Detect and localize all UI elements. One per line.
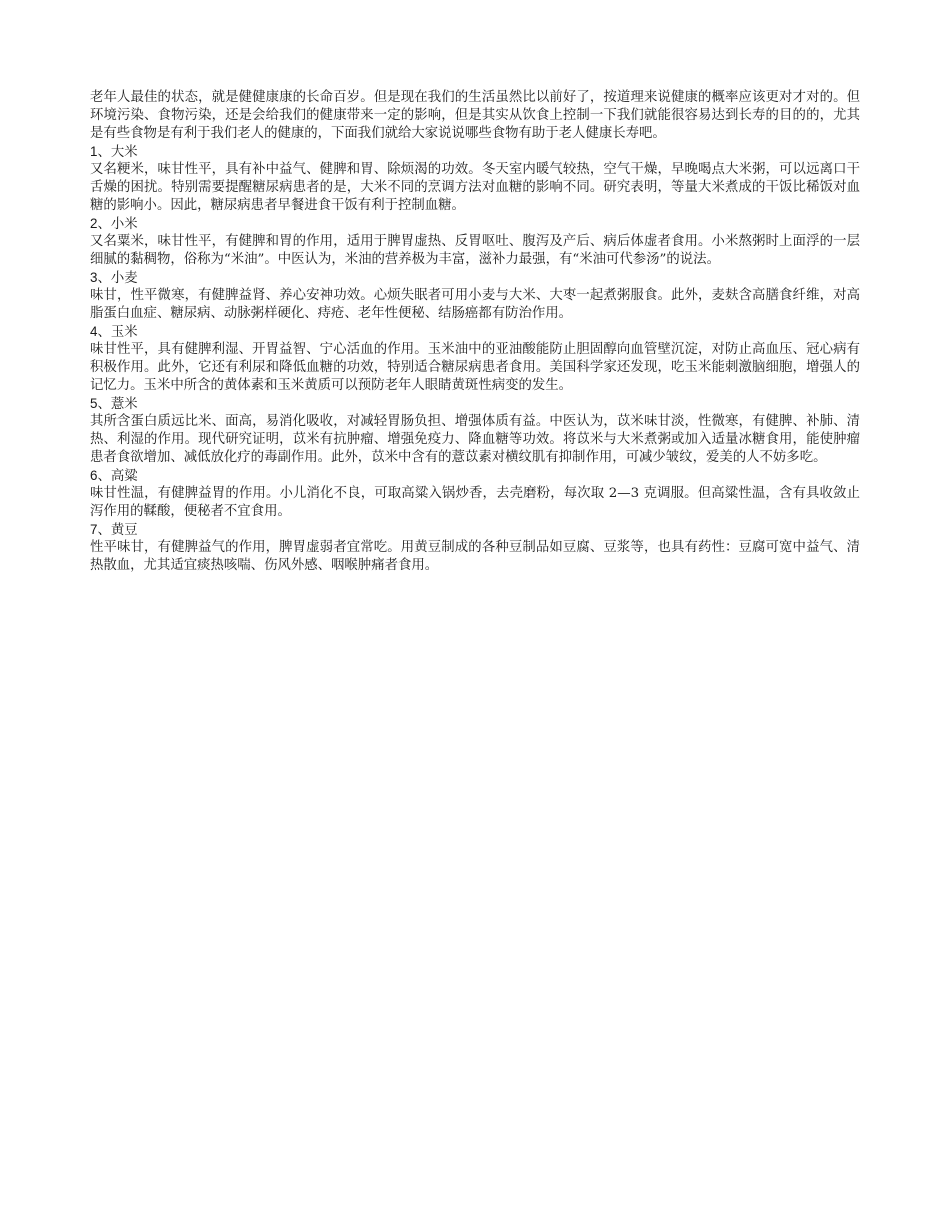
intro-paragraph: 老年人最佳的状态，就是健健康康的长命百岁。但是现在我们的生活虽然比以前好了，按道理来说健康的概率应该更对才对的。但环境污染、食物污染，还是会给我们的健康带来一定的影响，但是其实从饮食上控制一下我们就能很容易达到长寿的目的的，尤其是有些食物是有利于我们老人的健康的，下面我们就给大家说说哪些食物有助于老人健康长寿吧。	[90, 90, 860, 141]
document-body	[90, 89, 860, 575]
section-text-wheat: 味甘，性平微寒，有健脾益肾、养心安神功效。心烦失眠者可用小麦与大米、大枣一起煮粥服食。此外，麦麸含高膳食纤维，对高脂蛋白血症、糖尿病、动脉粥样硬化、痔疮、老年性便秘、结肠癌都有防治作用。	[90, 288, 860, 321]
section-text-soybean: 性平味甘，有健脾益气的作用，脾胃虚弱者宜常吃。用黄豆制成的各种豆制品如豆腐、豆浆等，也具有药性：豆腐可宽中益气、清热散血，尤其适宜痰热咳喘、伤风外感、咽喉肿痛者食用。	[90, 540, 860, 573]
section-heading-rice: 1、大米	[90, 144, 138, 159]
section-heading-coix: 5、薏米	[90, 396, 138, 411]
section-heading-corn: 4、玉米	[90, 324, 138, 339]
section-heading-soybean: 7、黄豆	[90, 522, 138, 537]
section-heading-millet: 2、小米	[90, 216, 138, 231]
section-text-corn: 味甘性平，具有健脾利湿、开胃益智、宁心活血的作用。玉米油中的亚油酸能防止胆固醇向血管壁沉淀，对防止高血压、冠心病有积极作用。此外，它还有利尿和降低血糖的功效，特别适合糖尿病患者食用。美国科学家还发现，吃玉米能刺激脑细胞，增强人的记忆力。玉米中所含的黄体素和玉米黄质可以预防老年人眼睛黄斑性病变的发生。	[90, 342, 860, 393]
section-text-millet: 又名粟米，味甘性平，有健脾和胃的作用，适用于脾胃虚热、反胃呕吐、腹泻及产后、病后体虚者食用。小米熬粥时上面浮的一层细腻的黏稠物，俗称为“米油”。中医认为，米油的营养极为丰富，滋补力最强，有“米油可代参汤”的说法。	[90, 234, 860, 267]
section-heading-sorghum: 6、高粱	[90, 468, 138, 483]
section-heading-wheat: 3、小麦	[90, 270, 138, 285]
section-text-sorghum: 味甘性温，有健脾益胃的作用。小儿消化不良，可取高粱入锅炒香，去壳磨粉，每次取 2—3 克调服。但高粱性温，含有具收敛止泻作用的鞣酸，便秘者不宜食用。	[90, 486, 860, 519]
section-text-coix: 其所含蛋白质远比米、面高，易消化吸收，对减轻胃肠负担、增强体质有益。中医认为，苡米味甘淡，性微寒，有健脾、补肺、清热、利湿的作用。现代研究证明，苡米有抗肿瘤、增强免疫力、降血糖等功效。将苡米与大米煮粥或加入适量冰糖食用，能使肿瘤患者食欲增加、减低放化疗的毒副作用。此外，苡米中含有的薏苡素对横纹肌有抑制作用，可减少皱纹，爱美的人不妨多吃。	[90, 414, 860, 465]
section-text-rice: 又名粳米，味甘性平，具有补中益气、健脾和胃、除烦渴的功效。冬天室内暖气较热，空气干燥，早晚喝点大米粥，可以远离口干舌燥的困扰。特别需要提醒糖尿病患者的是，大米不同的烹调方法对血糖的影响不同。研究表明，等量大米煮成的干饭比稀饭对血糖的影响小。因此，糖尿病患者早餐进食干饭有利于控制血糖。	[90, 162, 860, 213]
